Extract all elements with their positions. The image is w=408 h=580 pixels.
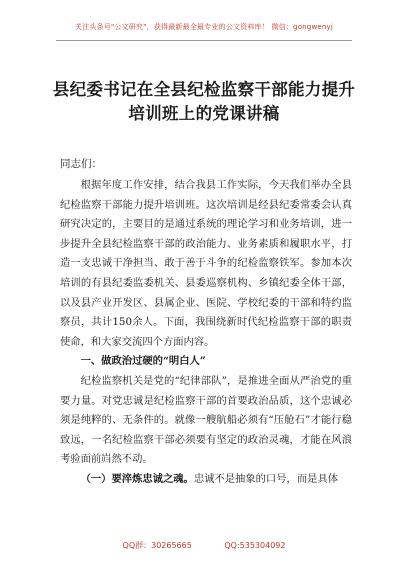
footer-qq-group: QQ群：30265665 [122, 541, 192, 550]
document-title [40, 78, 368, 126]
title-line-2: 培训班上的党课讲稿 [128, 104, 280, 123]
header-note: 关注头条号"公文研究"，获得最新最全最专业的公文资料库！ 微信：gongwenyj [74, 23, 334, 31]
subsection-heading-1: （一）要淬炼忠诚之魂。 [80, 472, 194, 485]
paragraph-intro: 根据年度工作安排，结合我县工作实际，今天我们举办全县纪检监察干部能力提升培训班。这次培训是经县纪委常委会认真研究决定的，主要目的是通过系统的理论学习和业务培训，进一步提升全县纪检监察干部的政治能力、业务素质和履职水平，打造一支忠诚干净担当、敢于善于斗争的纪检监察铁军。参加本次培训的有县纪委监委机关、县委巡察机构、乡镇纪委全体干部，以及县产业开发区、县属企业、医院、学校纪委的干部和特约监察员，共计150余人。下面，我围绕新时代纪检监察干部的职责使命，和大家交流四个方面内容。 [60, 179, 352, 348]
salutation: 同志们： [60, 158, 102, 170]
header-divider [56, 40, 352, 41]
paragraph-subsection1 [60, 470, 352, 490]
footer-contact [0, 540, 408, 551]
section-heading-1: 一、做政治过硬的“明白人” [80, 355, 206, 368]
title-line-1: 县纪委书记在全县纪检监察干部能力提升 [52, 80, 356, 99]
footer-qq: QQ:535304092 [224, 541, 286, 550]
document-body [60, 176, 352, 490]
paragraph-section1: 纪检监察机关是党的“纪律部队”，是推进全面从严治党的重要力量。对党忠诚是纪检监察干部的首要政治品质，这个忠诚必须是纯粹的、无条件的。就像一艘航船必须有“压舱石”才能行稳致远，一名纪检监察干部必须要有坚定的政治灵魂，才能在风浪考验面前岿然不动。 [60, 374, 352, 466]
subsection-text: 忠诚不是抽象的口号，而是具体 [193, 472, 339, 485]
